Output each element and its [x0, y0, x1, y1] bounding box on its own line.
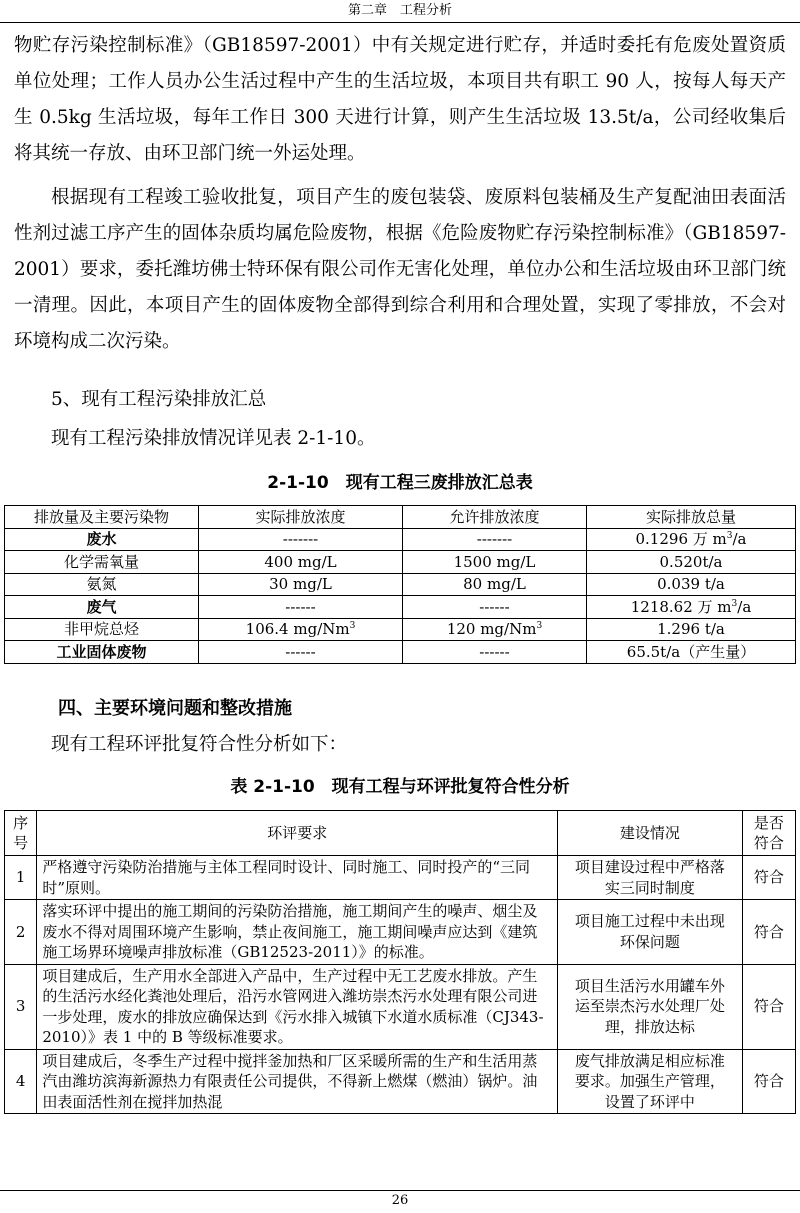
table2-header: 序号	[5, 811, 37, 856]
paragraph-table-reference: 现有工程污染排放情况详见表 2-1-10。	[51, 428, 376, 449]
actual-concentration: ------	[199, 596, 403, 619]
table1-caption: 2-1-10 现有工程三废排放汇总表	[267, 473, 533, 493]
allowed-concentration: ------	[403, 596, 587, 619]
row-number: 3	[5, 964, 37, 1049]
total-emission: 0.520t/a	[587, 551, 796, 574]
compliance-table	[4, 810, 796, 1114]
table1-header: 实际排放浓度	[199, 506, 403, 529]
construction-status: 项目生活污水用罐车外运至崇杰污水处理厂处理，排放达标	[558, 964, 743, 1049]
table2-row	[5, 1049, 796, 1114]
actual-concentration: -------	[199, 528, 403, 551]
allowed-concentration: ------	[403, 641, 587, 664]
table1-row	[5, 551, 796, 574]
total-emission: 0.1296 万 $m^3/a$	[587, 528, 796, 551]
table1-header: 实际排放总量	[587, 506, 796, 529]
emission-summary-table	[4, 505, 796, 664]
page-number: 26	[0, 1190, 800, 1208]
total-emission: 65.5t/a（产生量）	[587, 641, 796, 664]
row-number: 1	[5, 856, 37, 900]
compliance-result: 符合	[742, 900, 795, 965]
table1-header: 排放量及主要污染物	[5, 506, 199, 529]
construction-status: 项目施工过程中未出现环保问题	[558, 900, 743, 965]
allowed-concentration: -------	[403, 528, 587, 551]
paragraph-solid-waste: 物贮存污染控制标准》（GB18597-2001）中有关规定进行贮存，并适时委托有危废处置资质单位处理；工作人员办公生活过程中产生的生活垃圾，本项目共有职工 90 人，按每人每天产生 0.5kg 生活垃圾，每年工作日 300 天进行计算，则产生生活垃圾 13.5t/a，公司经收集后将其统一存放、由环卫部门统一外运处理。	[14, 35, 786, 164]
eia-requirement: 严格遵守污染防治措施与主体工程同时设计、同时施工、同时投产的“三同时”原则。	[37, 856, 558, 900]
table2-header: 是否符合	[742, 811, 795, 856]
allowed-concentration: 1500 mg/L	[403, 551, 587, 574]
compliance-result: 符合	[742, 1049, 795, 1114]
total-emission: 1.296 t/a	[587, 618, 796, 641]
table1-header: 允许排放浓度	[403, 506, 587, 529]
eia-requirement: 落实环评中提出的施工期间的污染防治措施，施工期间产生的噪声、烟尘及废水不得对周围环境产生影响，禁止夜间施工，施工期间噪声应达到《建筑施工场界环境噪声排放标准（GB12523-2011）》的标准。	[37, 900, 558, 965]
table1-row	[5, 596, 796, 619]
pollutant-name: 氨氮	[5, 573, 199, 596]
total-emission: 0.039 t/a	[587, 573, 796, 596]
allowed-concentration: 80 mg/L	[403, 573, 587, 596]
row-number: 4	[5, 1049, 37, 1114]
table2-header: 环评要求	[37, 811, 558, 856]
pollutant-name: 工业固体废物	[5, 641, 199, 664]
construction-status: 废气排放满足相应标准要求。加强生产管理，设置了环评中	[558, 1049, 743, 1114]
pollutant-name: 化学需氧量	[5, 551, 199, 574]
allowed-concentration: 120 mg/Nm$^3$	[403, 618, 587, 641]
actual-concentration: 30 mg/L	[199, 573, 403, 596]
total-emission: 1218.62 万 $m^3/a$	[587, 596, 796, 619]
row-number: 2	[5, 900, 37, 965]
eia-requirement: 项目建成后，冬季生产过程中搅拌釜加热和厂区采暖所需的生产和生活用蒸汽由潍坊滨海新源热力有限责任公司提供，不得新上燃煤（燃油）锅炉。油田表面活性剂在搅拌加热混	[37, 1049, 558, 1114]
section-heading-5: 5、现有工程污染排放汇总	[51, 389, 267, 410]
actual-concentration: ------	[199, 641, 403, 664]
table2-header: 建设情况	[558, 811, 743, 856]
compliance-result: 符合	[742, 856, 795, 900]
pollutant-name: 废气	[5, 596, 199, 619]
section-heading-4: 四、主要环境问题和整改措施	[58, 698, 292, 719]
table2-header-row	[5, 811, 796, 856]
paragraph-compliance-intro: 现有工程环评批复符合性分析如下：	[51, 734, 348, 755]
table1-row	[5, 528, 796, 551]
table2-row	[5, 856, 796, 900]
actual-concentration: 400 mg/L	[199, 551, 403, 574]
compliance-result: 符合	[742, 964, 795, 1049]
page-header: 第二章 工程分析	[0, 0, 800, 23]
table1-row	[5, 618, 796, 641]
pollutant-name: 非甲烷总烃	[5, 618, 199, 641]
table1-row	[5, 573, 796, 596]
table1-header-row	[5, 506, 796, 529]
table2-row	[5, 900, 796, 965]
actual-concentration: 106.4 mg/Nm$^3$	[199, 618, 403, 641]
table1-row	[5, 641, 796, 664]
construction-status: 项目建设过程中严格落实三同时制度	[558, 856, 743, 900]
paragraph-hazardous-waste: 根据现有工程竣工验收批复，项目产生的废包装袋、废原料包装桶及生产复配油田表面活性剂过滤工序产生的固体杂质均属危险废物，根据《危险废物贮存污染控制标准》（GB18597-2001）要求，委托潍坊佛士特环保有限公司作无害化处理，单位办公和生活垃圾由环卫部门统一清理。因此，本项目产生的固体废物全部得到综合利用和合理处置，实现了零排放，不会对环境构成二次污染。	[14, 187, 786, 352]
table2-caption: 表 2-1-10 现有工程与环评批复符合性分析	[230, 777, 570, 797]
table2-row	[5, 964, 796, 1049]
eia-requirement: 项目建成后，生产用水全部进入产品中，生产过程中无工艺废水排放。产生的生活污水经化粪池处理后，沿污水管网进入潍坊崇杰污水处理有限公司进一步处理，废水的排放应确保达到《污水排入城镇下水道水质标准（CJ343-2010）》表 1 中的 B 等级标准要求。	[37, 964, 558, 1049]
pollutant-name: 废水	[5, 528, 199, 551]
